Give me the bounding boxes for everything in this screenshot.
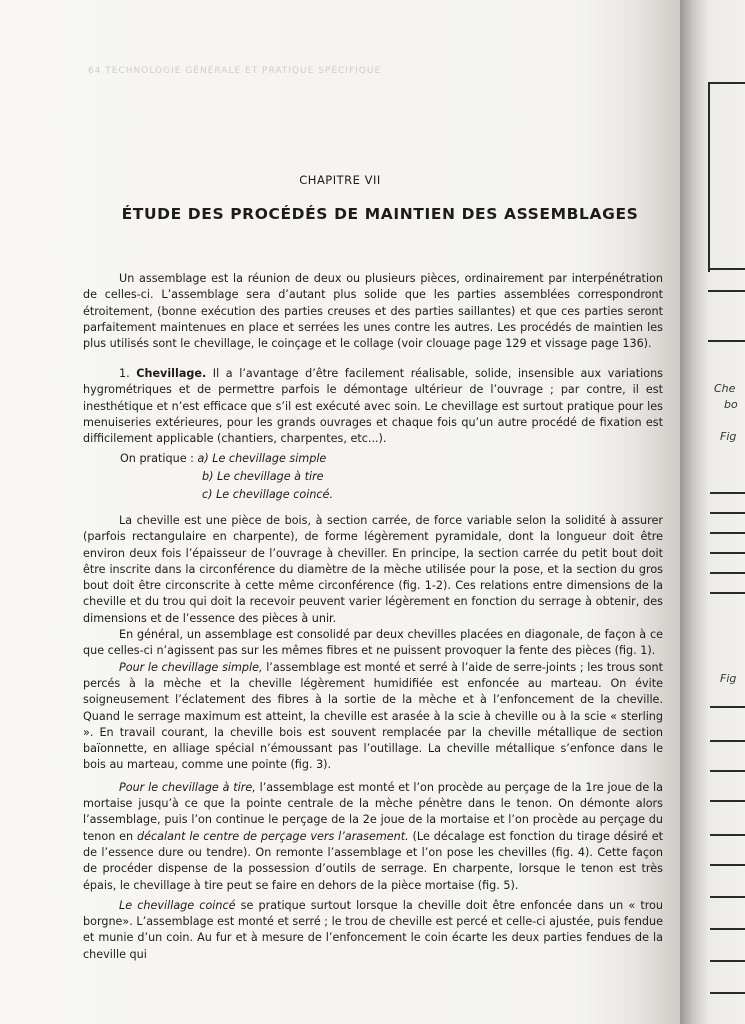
practice-item-c-text: c) Le chevillage coincé.: [202, 488, 333, 501]
paragraph-simple: [83, 660, 663, 774]
facing-rule: [710, 770, 745, 772]
section-chevillage: [83, 366, 663, 447]
paragraph-tire: [83, 780, 663, 894]
facing-rule: [710, 834, 745, 836]
chapter-title: ÉTUDE DES PROCÉDÉS DE MAINTIEN DES ASSEMBLAGES: [121, 205, 639, 223]
section-text: Il a l’avantage d’être facilement réalisable, solide, insensible aux variations hygrométriques et de permettre parfois le démontage ultérieur de l’ouvrage ; par contre, il est inesthétique et n’est efficace que s’il est exécuté avec soin. Le chevillage est surtout pratique pour les menuiseries extérieures, pour les grands ouvrages et chaque fois qu’un autre procédé de fixation est difficilement applicable (chantiers, charpentes, etc...).: [83, 367, 663, 446]
facing-rule: [708, 290, 745, 292]
chapter-label: CHAPITRE VII: [299, 173, 381, 187]
practice-item-a: [120, 450, 333, 468]
practice-label: On pratique :: [120, 452, 194, 465]
intro-text: Un assemblage est la réunion de deux ou plusieurs pièces, ordinairement par interpénétration de celles-ci. L’assemblage sera d’autant plus solide que les parties assemblées correspondront étroitement, (bonne exécution des parties creuses et des parties saillantes) et que ces parties seront parfaitement maintenues en place et serrées les unes contre les autres. Les procédés de maintien les plus utilisés sont le chevillage, le coinçage et le collage (voir clouage page 129 et vissage page 136).: [83, 272, 663, 351]
facing-rule: [710, 592, 745, 594]
practice-item-b: [120, 468, 333, 486]
paragraph-simple-lead: Pour le chevillage simple,: [119, 660, 263, 674]
paragraph-coince-text: se pratique surtout lorsque la cheville doit être enfoncée dans un « trou borgne». L’assemblage est monté et serré ; le trou de cheville est percé et celle-ci ajustée, puis fendue et munie d’un coin. Au fur et à mesure de l’enfoncement le coin écarte les deux parties fendues de la cheville qui: [83, 898, 663, 961]
paragraph-tire-text-a: l’assemblage est monté et l’on procède au perçage de la 1re joue de la mortaise jusqu’à ce que la pointe centrale de la mèche pénètre dans le tenon. On démonte alors l’assemblage, puis l’on continue le perçage de la 2e joue de la mortaise et l’on procède au perçage du tenon en: [83, 780, 663, 843]
facing-rule: [708, 340, 745, 342]
facing-rule: [708, 82, 745, 84]
facing-rule: [710, 992, 745, 994]
facing-rule: [708, 268, 745, 270]
paragraph-coince-lead: Le chevillage coincé: [119, 898, 236, 912]
paragraph-tire-text-b: (Le décalage est fonction du tirage désiré et de l’essence dure ou tendre). On remonte l’assemblage et l’on pose les chevilles (fig. 4). Cette façon de procéder dispense de la possession d’outils de serrage. En charpente, lorsque le tenon est très épais, le chevillage à tire peut se faire en dehors de la pièce mortaise (fig. 5).: [83, 829, 664, 892]
bleed-through-header: 64 TECHNOLOGIE GÉNÉRALE ET PRATIQUE SPÉCIFIQUE: [88, 66, 382, 76]
facing-label: Fig: [720, 672, 737, 685]
intro-paragraph: [83, 271, 663, 352]
paragraph-tire-lead: Pour le chevillage à tire,: [119, 780, 256, 794]
facing-rule: [710, 800, 745, 802]
facing-rule: [710, 572, 745, 574]
facing-rule: [710, 492, 745, 494]
facing-label: Che: [714, 382, 736, 395]
paragraph-general: En général, un assemblage est consolidé par deux chevilles placées en diagonale, de façon à ce que celles-ci n’agissent pas sur les mêmes fibres et ne puissent provoquer la fente des pièces (fig. 1).: [83, 628, 663, 658]
facing-rule: [710, 960, 745, 962]
paragraph-coince: [83, 898, 663, 963]
practice-item-a-text: a) Le chevillage simple: [197, 452, 327, 465]
facing-label: bo: [724, 398, 738, 411]
facing-rule: [710, 512, 745, 514]
paragraph-simple-text: l’assemblage est monté et serré à l’aide de serre-joints ; les trous sont percés à la mèche et la cheville légèrement humidifiée est enfoncée au marteau. On évite soigneusement l’éclatement des fibres à la sortie de la mèche et à l’enfoncement de la cheville. Quand le serrage maximum est atteint, la cheville est arasée à la scie à cheville ou à la scie « sterling ». En travail courant, la cheville bois est souvent remplacée par la cheville métallique de section baïonnette, en alliage spécial n’émoussant pas l’outillage. La cheville métallique s’enfonce dans le bois au marteau, comme une pointe (fig. 3).: [83, 660, 663, 772]
facing-rule: [710, 740, 745, 742]
section-number: 1.: [119, 367, 130, 380]
paragraph-tire-italic: décalant le centre de perçage vers l’arasement.: [137, 829, 409, 843]
facing-rule: [710, 532, 745, 534]
practice-list: [120, 450, 333, 504]
body-text: [83, 513, 663, 963]
facing-rule: [710, 552, 745, 554]
paragraph-cheville: La cheville est une pièce de bois, à section carrée, de force variable selon la solidité à assurer (parfois rectangulaire en charpente), de forme légèrement pyramidale, dont la longueur doit être environ deux fois l’épaisseur de l’ouvrage à cheviller. En principe, la section carrée du petit bout doit être inscrite dans la circonférence du diamètre de la mèche utilisée pour la pose, et la section du gros bout doit être circonscrite à cette même circonférence (fig. 1-2). Ces relations entre dimensions de la cheville et du trou qui doit la recevoir peuvent varier légèrement en fonction du serrage à obtenir, des dimensions et de l’essence des pièces à unir.: [83, 514, 663, 625]
facing-label: Fig: [720, 430, 737, 443]
facing-rule: [710, 928, 745, 930]
practice-item-b-text: b) Le chevillage à tire: [202, 470, 324, 483]
facing-rule: [710, 896, 745, 898]
facing-rule: [710, 864, 745, 866]
facing-rule: [710, 706, 745, 708]
section-heading: Chevillage.: [136, 367, 207, 380]
facing-rule: [708, 82, 710, 272]
practice-item-c: [120, 486, 333, 504]
facing-page-edge: [680, 0, 745, 1024]
